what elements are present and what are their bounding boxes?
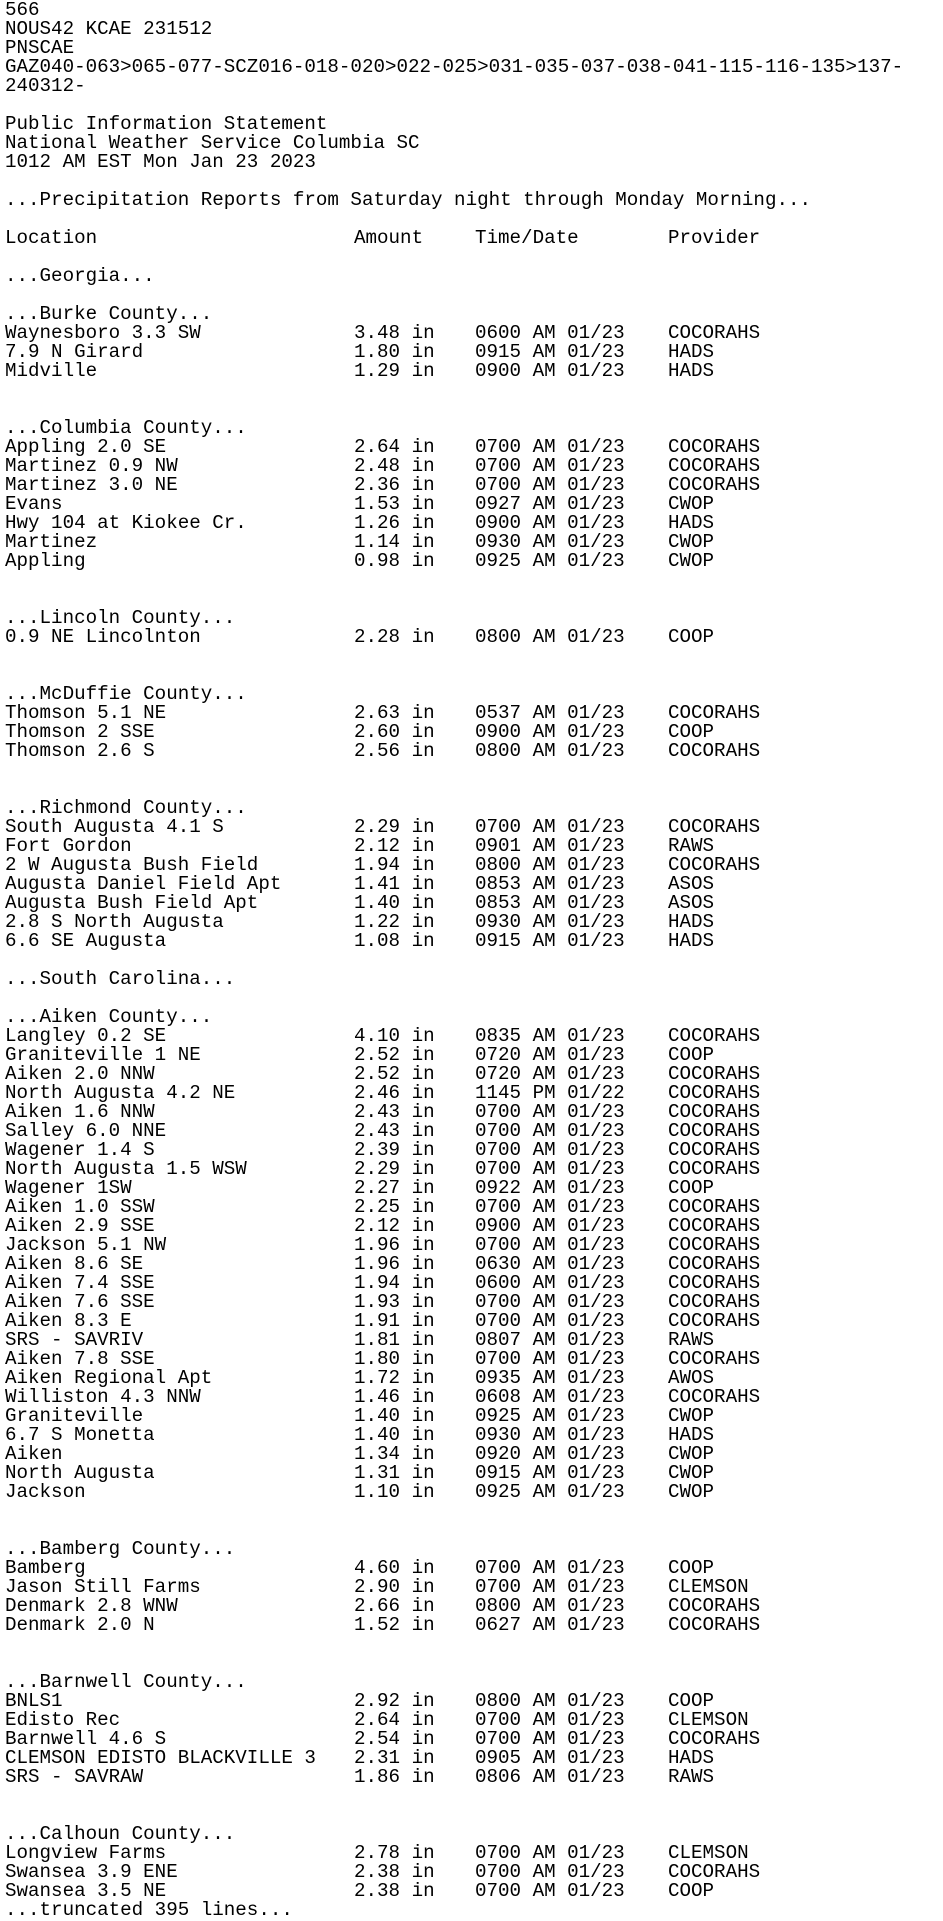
report-row [5, 818, 943, 837]
location-cell: Thomson 2 SSE [5, 721, 155, 743]
amount-cell: 0.98 in [354, 550, 435, 572]
amount-cell: 1.86 in [354, 1766, 435, 1788]
report-row [5, 1160, 943, 1179]
location-cell: 0.9 NE Lincolnton [5, 626, 201, 648]
time-cell: 0900 AM 01/23 [475, 1215, 625, 1237]
time-cell: 0800 AM 01/23 [475, 1690, 625, 1712]
time-cell: 0720 AM 01/23 [475, 1044, 625, 1066]
provider-cell: HADS [668, 911, 715, 933]
amount-cell: 2.60 in [354, 721, 435, 743]
time-cell: 0700 AM 01/23 [475, 1120, 625, 1142]
time-cell: 0700 AM 01/23 [475, 455, 625, 477]
report-row [5, 1312, 943, 1331]
provider-cell: HADS [668, 512, 715, 534]
time-cell: 0800 AM 01/23 [475, 854, 625, 876]
blank-line [5, 761, 943, 780]
amount-cell: 2.78 in [354, 1842, 435, 1864]
time-cell: 0900 AM 01/23 [475, 360, 625, 382]
location-cell: Evans [5, 493, 63, 515]
provider-cell: HADS [668, 1424, 715, 1446]
provider-cell: COOP [668, 1557, 715, 1579]
provider-cell: CWOP [668, 1405, 715, 1427]
location-cell: North Augusta 1.5 WSW [5, 1158, 247, 1180]
report-row [5, 324, 943, 343]
amount-cell: 2.64 in [354, 436, 435, 458]
location-cell: Aiken 2.9 SSE [5, 1215, 155, 1237]
time-cell: 0720 AM 01/23 [475, 1063, 625, 1085]
amount-cell: 2.38 in [354, 1880, 435, 1902]
location-cell: Waynesboro 3.3 SW [5, 322, 201, 344]
location-cell: Jackson 5.1 NW [5, 1234, 167, 1256]
provider-cell: COCORAHS [668, 1595, 761, 1617]
column-header-row [5, 229, 943, 248]
provider-cell: COCORAHS [668, 1139, 761, 1161]
time-cell: 0800 AM 01/23 [475, 1595, 625, 1617]
time-cell: 0700 AM 01/23 [475, 1728, 625, 1750]
location-cell: Williston 4.3 NNW [5, 1386, 201, 1408]
report-row [5, 1464, 943, 1483]
amount-cell: 2.43 in [354, 1101, 435, 1123]
location-cell: Wagener 1.4 S [5, 1139, 155, 1161]
location-cell: Aiken 1.0 SSW [5, 1196, 155, 1218]
provider-cell: CLEMSON [668, 1709, 749, 1731]
county-heading: ...Lincoln County... [5, 607, 236, 629]
statement-title-line: Public Information Statement [5, 113, 328, 135]
amount-cell: 2.27 in [354, 1177, 435, 1199]
amount-cell: 2.92 in [354, 1690, 435, 1712]
amount-cell: 1.31 in [354, 1462, 435, 1484]
location-cell: Swansea 3.9 ENE [5, 1861, 178, 1883]
location-cell: Longview Farms [5, 1842, 167, 1864]
provider-cell: COCORAHS [668, 1348, 761, 1370]
time-cell: 0930 AM 01/23 [475, 531, 625, 553]
report-row [5, 1426, 943, 1445]
amount-cell: 1.93 in [354, 1291, 435, 1313]
location-cell: CLEMSON EDISTO BLACKVILLE 3 [5, 1747, 316, 1769]
amount-cell: 2.12 in [354, 1215, 435, 1237]
location-cell: Wagener 1SW [5, 1177, 132, 1199]
amount-cell: 1.94 in [354, 1272, 435, 1294]
location-cell: Aiken 7.6 SSE [5, 1291, 155, 1313]
location-cell: Midville [5, 360, 98, 382]
location-cell: Hwy 104 at Kiokee Cr. [5, 512, 247, 534]
location-cell: Aiken 8.3 E [5, 1310, 132, 1332]
location-cell: SRS - SAVRIV [5, 1329, 144, 1351]
provider-cell: COCORAHS [668, 1158, 761, 1180]
provider-cell: CLEMSON [668, 1842, 749, 1864]
time-cell: 0853 AM 01/23 [475, 892, 625, 914]
amount-cell: 1.41 in [354, 873, 435, 895]
column-header-amount: Amount [354, 227, 424, 249]
time-cell: 0900 AM 01/23 [475, 512, 625, 534]
amount-cell: 2.56 in [354, 740, 435, 762]
amount-cell: 1.80 in [354, 341, 435, 363]
amount-cell: 1.26 in [354, 512, 435, 534]
provider-cell: COCORAHS [668, 1861, 761, 1883]
time-cell: 0900 AM 01/23 [475, 721, 625, 743]
report-row [5, 533, 943, 552]
statement-title-line: 1012 AM EST Mon Jan 23 2023 [5, 151, 316, 173]
time-cell: 0927 AM 01/23 [475, 493, 625, 515]
provider-cell: COCORAHS [668, 1728, 761, 1750]
time-cell: 0700 AM 01/23 [475, 1348, 625, 1370]
report-row [5, 1483, 943, 1502]
provider-cell: COCORAHS [668, 816, 761, 838]
amount-cell: 2.52 in [354, 1063, 435, 1085]
report-row [5, 1388, 943, 1407]
amount-cell: 2.31 in [354, 1747, 435, 1769]
amount-cell: 2.12 in [354, 835, 435, 857]
time-cell: 0800 AM 01/23 [475, 626, 625, 648]
provider-cell: COOP [668, 1044, 715, 1066]
amount-cell: 4.60 in [354, 1557, 435, 1579]
location-cell: Appling [5, 550, 86, 572]
time-cell: 0920 AM 01/23 [475, 1443, 625, 1465]
time-cell: 0853 AM 01/23 [475, 873, 625, 895]
provider-cell: COCORAHS [668, 1310, 761, 1332]
time-cell: 0700 AM 01/23 [475, 1842, 625, 1864]
provider-cell: RAWS [668, 835, 715, 857]
report-row [5, 1768, 943, 1787]
provider-cell: HADS [668, 360, 715, 382]
amount-cell: 1.52 in [354, 1614, 435, 1636]
location-cell: Graniteville 1 NE [5, 1044, 201, 1066]
location-cell: BNLS1 [5, 1690, 63, 1712]
provider-cell: COCORAHS [668, 436, 761, 458]
time-cell: 0922 AM 01/23 [475, 1177, 625, 1199]
product-header-line: 566 [5, 0, 40, 21]
time-cell: 0627 AM 01/23 [475, 1614, 625, 1636]
time-cell: 0925 AM 01/23 [475, 550, 625, 572]
amount-cell: 2.43 in [354, 1120, 435, 1142]
amount-cell: 1.08 in [354, 930, 435, 952]
location-cell: 2 W Augusta Bush Field [5, 854, 259, 876]
amount-cell: 1.14 in [354, 531, 435, 553]
time-cell: 0700 AM 01/23 [475, 436, 625, 458]
amount-cell: 3.48 in [354, 322, 435, 344]
time-cell: 0700 AM 01/23 [475, 1709, 625, 1731]
time-cell: 0700 AM 01/23 [475, 1234, 625, 1256]
location-cell: Augusta Bush Field Apt [5, 892, 259, 914]
location-cell: SRS - SAVRAW [5, 1766, 144, 1788]
amount-cell: 2.66 in [354, 1595, 435, 1617]
provider-cell: COCORAHS [668, 455, 761, 477]
amount-cell: 2.63 in [354, 702, 435, 724]
provider-cell: COOP [668, 1177, 715, 1199]
location-cell: Langley 0.2 SE [5, 1025, 167, 1047]
location-cell: Aiken 2.0 NNW [5, 1063, 155, 1085]
product-header-line: NOUS42 KCAE 231512 [5, 18, 213, 40]
provider-cell: COCORAHS [668, 1291, 761, 1313]
provider-cell: CWOP [668, 1462, 715, 1484]
report-row [5, 932, 943, 951]
provider-cell: ASOS [668, 892, 715, 914]
amount-cell: 2.28 in [354, 626, 435, 648]
amount-cell: 1.96 in [354, 1234, 435, 1256]
time-cell: 0800 AM 01/23 [475, 740, 625, 762]
amount-cell: 1.34 in [354, 1443, 435, 1465]
time-cell: 0700 AM 01/23 [475, 1291, 625, 1313]
time-cell: 0925 AM 01/23 [475, 1481, 625, 1503]
location-cell: Martinez 0.9 NW [5, 455, 178, 477]
location-cell: Martinez 3.0 NE [5, 474, 178, 496]
provider-cell: COCORAHS [668, 1253, 761, 1275]
report-row [5, 1616, 943, 1635]
time-cell: 0925 AM 01/23 [475, 1405, 625, 1427]
amount-cell: 2.25 in [354, 1196, 435, 1218]
product-header-line: GAZ040-063>065-077-SCZ016-018-020>022-025>031-035-037-038-041-115-116-135>137- [5, 56, 904, 78]
provider-cell: ASOS [668, 873, 715, 895]
location-cell: Aiken Regional Apt [5, 1367, 213, 1389]
time-cell: 0700 AM 01/23 [475, 1196, 625, 1218]
product-header-line: 240312- [5, 75, 86, 97]
blank-line [5, 210, 943, 229]
provider-cell: COCORAHS [668, 1386, 761, 1408]
time-cell: 0700 AM 01/23 [475, 1139, 625, 1161]
location-cell: Aiken 7.8 SSE [5, 1348, 155, 1370]
amount-cell: 2.29 in [354, 1158, 435, 1180]
amount-cell: 1.80 in [354, 1348, 435, 1370]
blank-line [5, 1787, 943, 1806]
time-cell: 0600 AM 01/23 [475, 322, 625, 344]
blank-line [5, 1502, 943, 1521]
location-cell: Jason Still Farms [5, 1576, 201, 1598]
provider-cell: AWOS [668, 1367, 715, 1389]
state-heading: ...Georgia... [5, 265, 155, 287]
product-header-line: PNSCAE [5, 37, 75, 59]
amount-cell: 2.29 in [354, 816, 435, 838]
provider-cell: COOP [668, 626, 715, 648]
county-heading: ...Barnwell County... [5, 1671, 247, 1693]
provider-cell: CWOP [668, 1481, 715, 1503]
time-cell: 0915 AM 01/23 [475, 341, 625, 363]
time-cell: 0901 AM 01/23 [475, 835, 625, 857]
location-cell: Appling 2.0 SE [5, 436, 167, 458]
time-cell: 0915 AM 01/23 [475, 930, 625, 952]
time-cell: 0700 AM 01/23 [475, 1576, 625, 1598]
provider-cell: RAWS [668, 1766, 715, 1788]
blank-line [5, 647, 943, 666]
report-row [5, 552, 943, 571]
amount-cell: 1.94 in [354, 854, 435, 876]
blank-line [5, 381, 943, 400]
location-cell: South Augusta 4.1 S [5, 816, 224, 838]
provider-cell: COCORAHS [668, 1120, 761, 1142]
provider-cell: COCORAHS [668, 1082, 761, 1104]
amount-cell: 1.40 in [354, 892, 435, 914]
amount-cell: 2.46 in [354, 1082, 435, 1104]
time-cell: 0700 AM 01/23 [475, 1557, 625, 1579]
county-heading: ...Calhoun County... [5, 1823, 236, 1845]
amount-cell: 1.46 in [354, 1386, 435, 1408]
provider-cell: HADS [668, 930, 715, 952]
provider-cell: COCORAHS [668, 702, 761, 724]
report-row [5, 1236, 943, 1255]
blank-line [5, 1635, 943, 1654]
provider-cell: COOP [668, 1880, 715, 1902]
amount-cell: 1.29 in [354, 360, 435, 382]
time-cell: 0700 AM 01/23 [475, 1101, 625, 1123]
location-cell: 7.9 N Girard [5, 341, 144, 363]
time-cell: 0915 AM 01/23 [475, 1462, 625, 1484]
location-cell: Fort Gordon [5, 835, 132, 857]
amount-cell: 2.54 in [354, 1728, 435, 1750]
time-cell: 1145 PM 01/22 [475, 1082, 625, 1104]
amount-cell: 1.40 in [354, 1424, 435, 1446]
provider-cell: COCORAHS [668, 1272, 761, 1294]
provider-cell: COCORAHS [668, 322, 761, 344]
time-cell: 0608 AM 01/23 [475, 1386, 625, 1408]
time-cell: 0630 AM 01/23 [475, 1253, 625, 1275]
provider-cell: COCORAHS [668, 1196, 761, 1218]
report-row [5, 476, 943, 495]
report-row [5, 1749, 943, 1768]
amount-cell: 2.36 in [354, 474, 435, 496]
time-cell: 0807 AM 01/23 [475, 1329, 625, 1351]
amount-cell: 1.40 in [354, 1405, 435, 1427]
location-cell: Graniteville [5, 1405, 144, 1427]
provider-cell: HADS [668, 341, 715, 363]
provider-cell: CWOP [668, 493, 715, 515]
provider-cell: CWOP [668, 531, 715, 553]
blank-line [5, 571, 943, 590]
report-row [5, 1692, 943, 1711]
provider-cell: COCORAHS [668, 1614, 761, 1636]
amount-cell: 2.39 in [354, 1139, 435, 1161]
location-cell: North Augusta [5, 1462, 155, 1484]
column-header-location: Location [5, 227, 98, 249]
provider-cell: CLEMSON [668, 1576, 749, 1598]
time-cell: 0835 AM 01/23 [475, 1025, 625, 1047]
time-cell: 0806 AM 01/23 [475, 1766, 625, 1788]
amount-cell: 4.10 in [354, 1025, 435, 1047]
location-cell: 2.8 S North Augusta [5, 911, 224, 933]
amount-cell: 1.53 in [354, 493, 435, 515]
report-row [5, 1293, 943, 1312]
county-heading: ...McDuffie County... [5, 683, 247, 705]
provider-cell: COCORAHS [668, 1063, 761, 1085]
time-cell: 0930 AM 01/23 [475, 1424, 625, 1446]
provider-cell: COCORAHS [668, 854, 761, 876]
provider-cell: COOP [668, 1690, 715, 1712]
time-cell: 0700 AM 01/23 [475, 1310, 625, 1332]
location-cell: Salley 6.0 NNE [5, 1120, 167, 1142]
provider-cell: COCORAHS [668, 474, 761, 496]
time-cell: 0930 AM 01/23 [475, 911, 625, 933]
time-cell: 0935 AM 01/23 [475, 1367, 625, 1389]
time-cell: 0700 AM 01/23 [475, 816, 625, 838]
location-cell: Thomson 2.6 S [5, 740, 155, 762]
report-row [5, 362, 943, 381]
amount-cell: 2.64 in [354, 1709, 435, 1731]
time-cell: 0700 AM 01/23 [475, 1861, 625, 1883]
amount-cell: 1.22 in [354, 911, 435, 933]
location-cell: Swansea 3.5 NE [5, 1880, 167, 1902]
provider-cell: COCORAHS [668, 1215, 761, 1237]
time-cell: 0700 AM 01/23 [475, 1158, 625, 1180]
location-cell: Jackson [5, 1481, 86, 1503]
truncation-note: ...truncated 395 lines... [5, 1899, 293, 1921]
column-header-provider: Provider [668, 227, 761, 249]
amount-cell: 2.52 in [354, 1044, 435, 1066]
provider-cell: HADS [668, 1747, 715, 1769]
statement-title-line: ...Precipitation Reports from Saturday night through Monday Morning... [5, 189, 812, 211]
location-cell: Aiken 8.6 SE [5, 1253, 144, 1275]
provider-cell: RAWS [668, 1329, 715, 1351]
column-header-time: Time/Date [475, 227, 579, 249]
time-cell: 0905 AM 01/23 [475, 1747, 625, 1769]
location-cell: Aiken [5, 1443, 63, 1465]
location-cell: Denmark 2.0 N [5, 1614, 155, 1636]
location-cell: Aiken 7.4 SSE [5, 1272, 155, 1294]
provider-cell: COCORAHS [668, 1101, 761, 1123]
amount-cell: 1.81 in [354, 1329, 435, 1351]
location-cell: Bamberg [5, 1557, 86, 1579]
location-cell: 6.6 SE Augusta [5, 930, 167, 952]
report-row [5, 742, 943, 761]
location-cell: Thomson 5.1 NE [5, 702, 167, 724]
provider-cell: COCORAHS [668, 1234, 761, 1256]
provider-cell: COOP [668, 721, 715, 743]
provider-cell: COCORAHS [668, 1025, 761, 1047]
county-heading: ...Bamberg County... [5, 1538, 236, 1560]
amount-cell: 2.48 in [354, 455, 435, 477]
amount-cell: 2.90 in [354, 1576, 435, 1598]
amount-cell: 2.38 in [354, 1861, 435, 1883]
provider-cell: COCORAHS [668, 740, 761, 762]
amount-cell: 1.72 in [354, 1367, 435, 1389]
provider-cell: CWOP [668, 550, 715, 572]
amount-cell: 1.96 in [354, 1253, 435, 1275]
location-cell: Martinez [5, 531, 98, 553]
report-row [5, 343, 943, 362]
county-heading: ...Burke County... [5, 303, 213, 325]
county-heading: ...Columbia County... [5, 417, 247, 439]
state-heading: ...South Carolina... [5, 968, 236, 990]
location-cell: Denmark 2.8 WNW [5, 1595, 178, 1617]
location-cell: Barnwell 4.6 S [5, 1728, 167, 1750]
time-cell: 0600 AM 01/23 [475, 1272, 625, 1294]
location-cell: Augusta Daniel Field Apt [5, 873, 282, 895]
amount-cell: 1.91 in [354, 1310, 435, 1332]
amount-cell: 1.10 in [354, 1481, 435, 1503]
report-row [5, 628, 943, 647]
county-heading: ...Aiken County... [5, 1006, 213, 1028]
location-cell: 6.7 S Monetta [5, 1424, 155, 1446]
report-row [5, 514, 943, 533]
provider-cell: CWOP [668, 1443, 715, 1465]
location-cell: North Augusta 4.2 NE [5, 1082, 236, 1104]
time-cell: 0537 AM 01/23 [475, 702, 625, 724]
location-cell: Edisto Rec [5, 1709, 121, 1731]
location-cell: Aiken 1.6 NNW [5, 1101, 155, 1123]
time-cell: 0700 AM 01/23 [475, 474, 625, 496]
time-cell: 0700 AM 01/23 [475, 1880, 625, 1902]
statement-title-line: National Weather Service Columbia SC [5, 132, 420, 154]
county-heading: ...Richmond County... [5, 797, 247, 819]
